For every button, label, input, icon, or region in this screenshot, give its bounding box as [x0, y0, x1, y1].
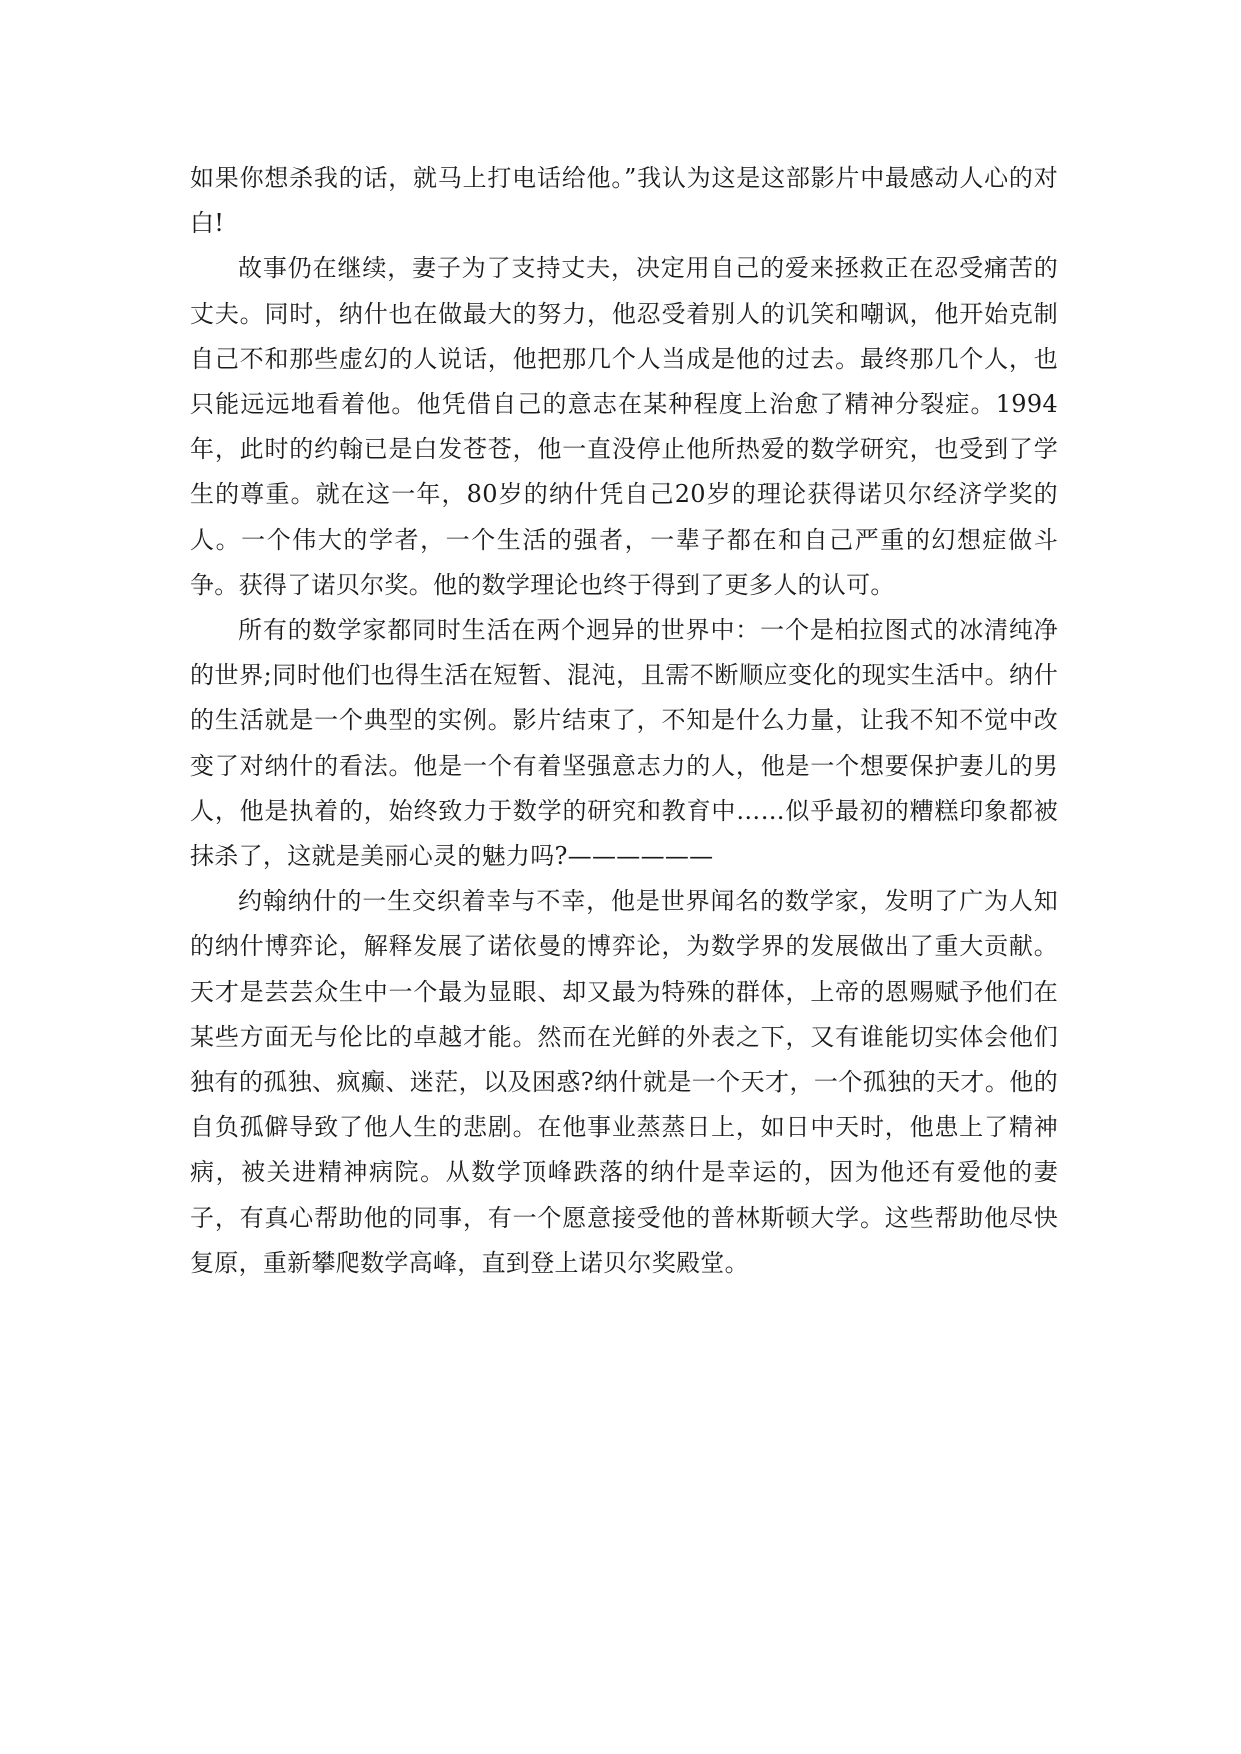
- paragraph-1: 如果你想杀我的话，就马上打电话给他。”我认为这是这部影片中最感动人心的对白!: [190, 164, 1058, 238]
- document-body: [190, 156, 1058, 1286]
- paragraph-4: 约翰纳什的一生交织着幸与不幸，他是世界闻名的数学家，发明了广为人知的纳什博弈论，解释发展了诺依曼的博弈论，为数学界的发展做出了重大贡献。天才是芸芸众生中一个最为显眼、却又最为特殊的群体，上帝的恩赐赋予他们在某些方面无与伦比的卓越才能。然而在光鲜的外表之下，又有谁能切实体会他们独有的孤独、疯癫、迷茫，以及困惑?纳什就是一个天才，一个孤独的天才。他的自负孤僻导致了他人生的悲剧。在他事业蒸蒸日上，如日中天时，他患上了精神病，被关进精神病院。从数学顶峰跌落的纳什是幸运的，因为他还有爱他的妻子，有真心帮助他的同事，有一个愿意接受他的普林斯顿大学。这些帮助他尽快复原，重新攀爬数学高峰，直到登上诺贝尔奖殿堂。: [190, 887, 1058, 1277]
- paragraph-2: 故事仍在继续，妻子为了支持丈夫，决定用自己的爱来拯救正在忍受痛苦的丈夫。同时，纳什也在做最大的努力，他忍受着别人的讥笑和嘲讽，他开始克制自己不和那些虚幻的人说话，他把那几个人当成是他的过去。最终那几个人，也只能远远地看着他。他凭借自己的意志在某种程度上治愈了精神分裂症。1994年，此时的约翰已是白发苍苍，他一直没停止他所热爱的数学研究，也受到了学生的尊重。就在这一年，80岁的纳什凭自己20岁的理论获得诺贝尔经济学奖的人。一个伟大的学者，一个生活的强者，一辈子都在和自己严重的幻想症做斗争。获得了诺贝尔奖。他的数学理论也终于得到了更多人的认可。: [190, 254, 1058, 599]
- paragraph-3: 所有的数学家都同时生活在两个迥异的世界中：一个是柏拉图式的冰清纯净的世界;同时他们也得生活在短暂、混沌，且需不断顺应变化的现实生活中。纳什的生活就是一个典型的实例。影片结束了，不知是什么力量，让我不知不觉中改变了对纳什的看法。他是一个有着坚强意志力的人，他是一个想要保护妻儿的男人，他是执着的，始终致力于数学的研究和教育中……似乎最初的糟糕印象都被抹杀了，这就是美丽心灵的魅力吗?——————: [190, 616, 1058, 871]
